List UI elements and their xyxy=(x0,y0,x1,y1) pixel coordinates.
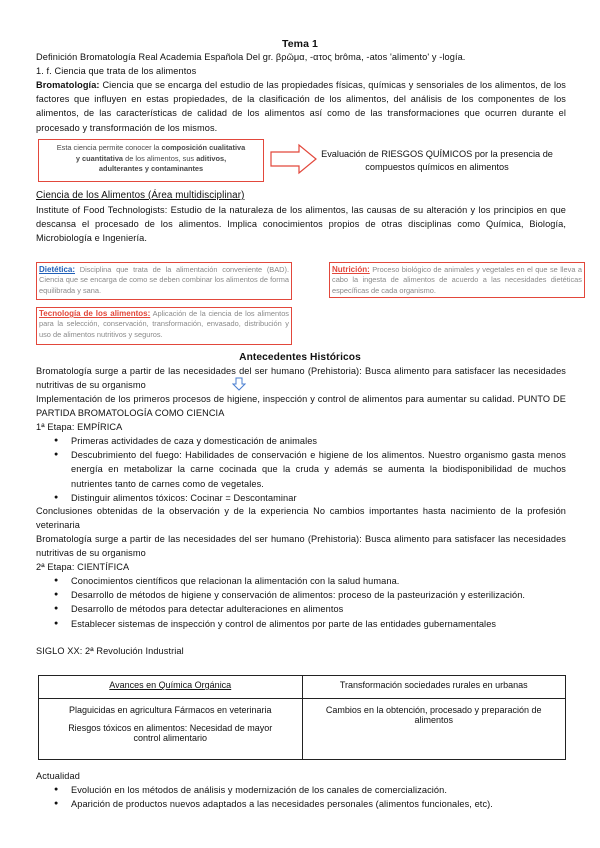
siglo-line: SIGLO XX: 2ª Revolución Industrial xyxy=(36,646,184,656)
list-item: ● Aparición de productos nuevos adaptados a las necesidades personales (alimentos funcionales, etc). xyxy=(36,797,576,811)
tecnologia-label: Tecnología de los alimentos: xyxy=(39,309,151,318)
etapa1-heading: 1ª Etapa: EMPÍRICA xyxy=(36,422,123,432)
right-arrow-icon xyxy=(270,143,318,175)
antecedentes-p4: Bromatología surge a partir de las necesidades del ser humano (Prehistoria): Busca alimento para satisfacer las necesidades nutritivas de su organismo xyxy=(36,534,566,559)
dietetica-box xyxy=(36,262,292,300)
bromatologia-paragraph xyxy=(36,78,566,135)
list-item: ● Desarrollo de métodos de higiene y conservación de alimentos: proceso de la pasteurización y esterilización. xyxy=(36,588,566,602)
list-item: ● Distinguir alimentos tóxicos: Cocinar = Descontaminar xyxy=(36,491,566,505)
antecedentes-p1: Bromatología surge a partir de las necesidades del ser humano (Prehistoria): Busca alimento para satisfacer las necesidades nutritivas de su organismo xyxy=(36,366,566,391)
comparison-table xyxy=(38,675,566,760)
list-item: ● Conocimientos científicos que relacionan la alimentación con la salud humana. xyxy=(36,574,566,588)
etapa2-list xyxy=(36,574,566,631)
etapa1-list xyxy=(36,434,566,505)
dietetica-label: Dietética: xyxy=(39,265,76,274)
ciencia-paragraph: Institute of Food Technologists: Estudio de la naturaleza de los alimentos, las causas de su alteración y los principios en que descansa el procesado de los alimentos. Implica conocimientos propios de otras disciplinas como Química, Biología, Microbiología e Ingeniería. xyxy=(36,205,566,244)
list-item: ● Establecer sistemas de inspección y control de alimentos por parte de las entidades gubernamentales xyxy=(36,617,566,631)
antecedentes-p2: Implementación de los primeros procesos de higiene, inspección y control de alimentos para aumentar su calidad. PUNTO DE PARTIDA BROMATOLOGÍA COMO CIENCIA xyxy=(36,394,566,419)
bromatologia-text: Ciencia que se encarga del estudio de las propiedades físicas, químicas y sensoriales de los alimentos, de los factores que influyen en estas propiedades, de la clasificación de los alimentos, del análisis de los componentes de los alimentos, de las características de calidad de los alimentos así como de las transformaciones que ocurren durante el procesado y transformación de los mismos. xyxy=(36,80,566,133)
risk-text: Evaluación de RIESGOS QUÍMICOS por la presencia de compuestos químicos en alimentos xyxy=(321,149,553,173)
actualidad-list xyxy=(36,783,576,811)
nutricion-label: Nutrición: xyxy=(332,265,370,274)
nutricion-box xyxy=(329,262,585,298)
table-cell: Cambios en la obtención, procesado y preparación de alimentos xyxy=(302,699,566,760)
definition-line: Definición Bromatología Real Academia Española Del gr. βρῶμα, -ατος brôma, -atos 'alimento' y -logía. xyxy=(36,52,466,62)
subheading: 1. f. Ciencia que trata de los alimentos xyxy=(36,66,197,76)
table-header-cell: Avances en Química Orgánica xyxy=(39,676,303,699)
list-item: ● Descubrimiento del fuego: Habilidades de conservación e higiene de los alimentos. Nuestro organismo gasta menos energía en metabolizar la carne cocinada que la cruda y además se aumenta la biodisponibilidad de muchos nutrientes tanto de carnes como de vegetales. xyxy=(36,448,566,491)
ciencia-heading: Ciencia de los Alimentos (Área multidisciplinar) xyxy=(36,190,245,201)
page-title: Tema 1 xyxy=(281,38,318,50)
list-item: ● Primeras actividades de caza y domesticación de animales xyxy=(36,434,566,448)
etapa2-heading: 2ª Etapa: CIENTÍFICA xyxy=(36,562,130,572)
down-arrow-icon xyxy=(232,377,246,391)
table-row xyxy=(39,699,566,760)
tecnologia-text: Aplicación de la ciencia de los alimentos para la selección, conservación, transformación, envasado, distribución y uso de alimentos nutritivos y seguros. xyxy=(39,309,289,339)
table-header-cell: Transformación sociedades rurales en urbanas xyxy=(302,676,566,699)
antecedentes-heading: Antecedentes Históricos xyxy=(239,352,361,363)
table-row xyxy=(39,676,566,699)
dietetica-text: Disciplina que trata de la alimentación conveniente (BAD). Ciencia que se encarga de como se deben combinar los alimentos de forma equilibrada y sana. xyxy=(39,265,289,295)
tecnologia-content xyxy=(39,309,289,353)
table-cell: Plaguicidas en agricultura Fármacos en veterinaria Riesgos tóxicos en alimentos: Necesidad de mayor control alimentario xyxy=(39,699,303,760)
antecedentes-p3: Conclusiones obtenidas de la observación y de la experiencia No cambios importantes hasta nacimiento de la profesión veterinaria xyxy=(36,506,566,531)
bromatologia-label: Bromatología: xyxy=(36,80,100,90)
list-item: ● Desarrollo de métodos para detectar adulteraciones en alimentos xyxy=(36,602,566,616)
actualidad-heading: Actualidad xyxy=(36,771,80,781)
list-item: ● Evolución en los métodos de análisis y modernización de los canales de comercialización. xyxy=(36,783,576,797)
nutricion-text: Proceso biológico de animales y vegetales en el que se lleva a cabo la ingesta de alimentos de acuerdo a las necesidades dietéticas específicas de cada organismo. xyxy=(332,265,582,295)
composition-box: Esta ciencia permite conocer la composición cualitativa y cuantitativa de los alimentos, sus aditivos, adulterantes y contaminantes xyxy=(38,139,264,182)
